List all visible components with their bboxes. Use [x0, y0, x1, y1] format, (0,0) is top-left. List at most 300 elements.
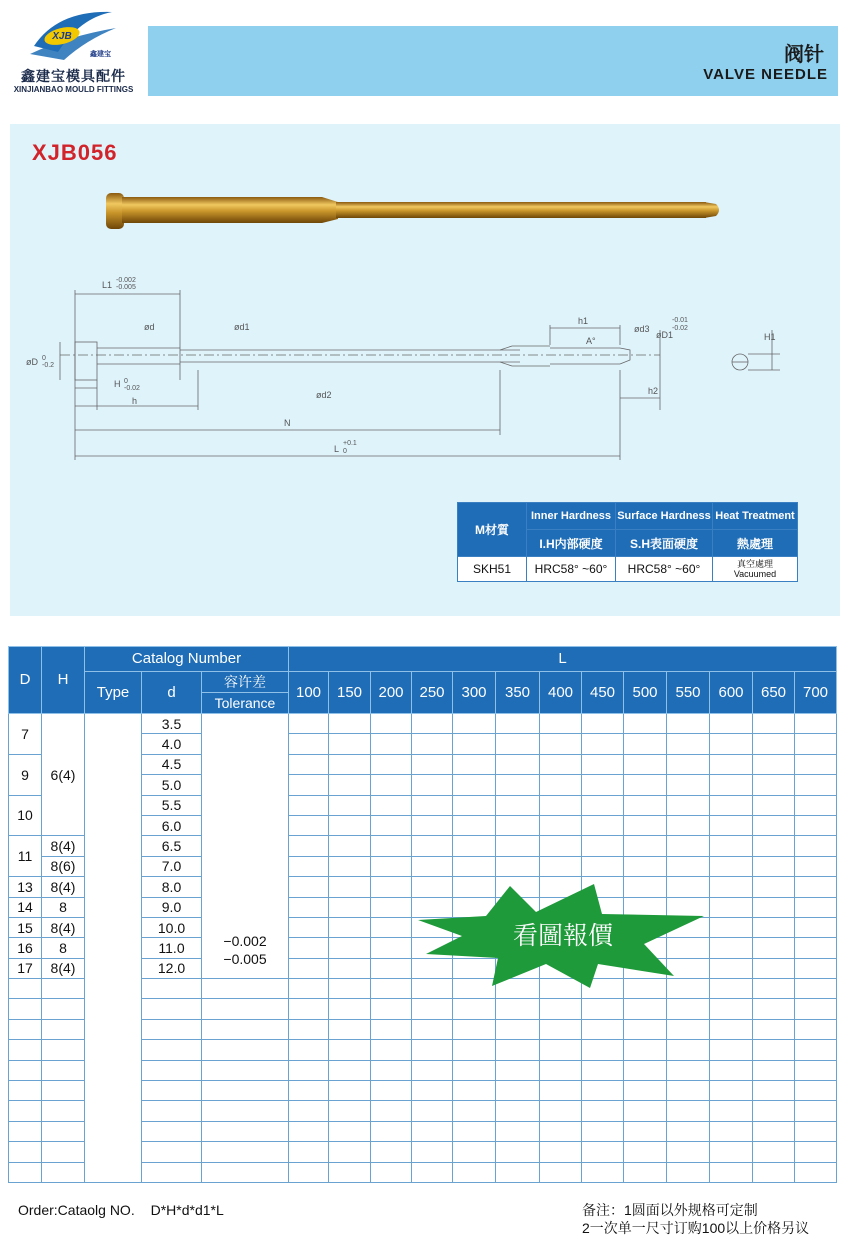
cell-L	[496, 836, 540, 856]
cell-d	[142, 1142, 202, 1162]
cell-L	[540, 1060, 582, 1080]
cell-L	[710, 734, 753, 754]
cell-L	[371, 836, 412, 856]
cell-L	[371, 714, 412, 734]
cell-L	[540, 795, 582, 815]
product-code: XJB056	[32, 140, 118, 165]
cell-L	[710, 1081, 753, 1101]
header-L-value: 250	[412, 672, 453, 714]
cell-L	[540, 1142, 582, 1162]
header-L-value: 500	[624, 672, 667, 714]
cell-L	[795, 917, 837, 937]
cell-L	[412, 1040, 453, 1060]
cell-L	[289, 1081, 329, 1101]
cell-L	[710, 714, 753, 734]
cell-tolerance	[202, 714, 289, 979]
cell-d	[142, 1060, 202, 1080]
cell-d: 11.0	[142, 938, 202, 958]
cell-L	[329, 1162, 371, 1182]
cell-L	[624, 714, 667, 734]
cell-L	[371, 1060, 412, 1080]
cell-L	[710, 815, 753, 835]
cell-L	[453, 856, 496, 876]
cell-L	[753, 856, 795, 876]
cell-L	[540, 754, 582, 774]
cell-L	[710, 1142, 753, 1162]
cell-d: 5.5	[142, 795, 202, 815]
cell-L	[540, 815, 582, 835]
cell-L	[795, 1142, 837, 1162]
cell-L	[667, 1101, 710, 1121]
cell-d: 4.0	[142, 734, 202, 754]
header-H: H	[42, 647, 85, 714]
cell-L	[371, 877, 412, 897]
cell-D	[9, 1081, 42, 1101]
header-tolerance-cn: 容许差	[202, 672, 289, 693]
dim-H1: H1	[764, 332, 776, 342]
cell-L	[453, 1019, 496, 1039]
cell-L	[412, 1121, 453, 1141]
cell-L	[289, 836, 329, 856]
cell-L	[453, 754, 496, 774]
cell-L	[540, 714, 582, 734]
table-row	[9, 714, 837, 734]
cell-L	[582, 999, 624, 1019]
cell-L	[582, 1019, 624, 1039]
cell-L	[540, 1121, 582, 1141]
cell-D	[9, 1121, 42, 1141]
cell-d	[142, 1162, 202, 1182]
header-L-value: 200	[371, 672, 412, 714]
cell-L	[289, 897, 329, 917]
cell-D	[9, 1101, 42, 1121]
cell-L	[453, 815, 496, 835]
cell-d: 9.0	[142, 897, 202, 917]
header-d: d	[142, 672, 202, 714]
cell-L	[371, 958, 412, 978]
cell-tolerance	[202, 1162, 289, 1182]
logo-text: XJB	[52, 31, 72, 42]
dim-d2: ød2	[316, 390, 332, 400]
header-D: D	[9, 647, 42, 714]
cell-L	[710, 836, 753, 856]
cell-L	[412, 1101, 453, 1121]
cell-d	[142, 999, 202, 1019]
cell-L	[289, 1142, 329, 1162]
cell-L	[371, 938, 412, 958]
cell-L	[710, 1121, 753, 1141]
cell-L	[624, 1040, 667, 1060]
cell-L	[753, 815, 795, 835]
cell-L	[667, 815, 710, 835]
cell-D	[9, 1162, 42, 1182]
cell-L	[795, 1081, 837, 1101]
cell-L	[453, 1162, 496, 1182]
cell-L	[289, 856, 329, 876]
cell-H: 8	[42, 897, 85, 917]
cell-L	[624, 1162, 667, 1182]
cell-L	[329, 1101, 371, 1121]
cell-L	[412, 795, 453, 815]
dim-L: L	[334, 444, 340, 454]
cell-L	[795, 775, 837, 795]
order-label: Order:Cataolg NO.	[18, 1202, 135, 1218]
cell-L	[412, 1081, 453, 1101]
dim-L1-tol-upper: -0.002	[116, 277, 136, 284]
cell-L	[795, 1101, 837, 1121]
cell-L	[329, 999, 371, 1019]
cell-L	[412, 856, 453, 876]
cell-H: 8(4)	[42, 917, 85, 937]
cell-L	[667, 775, 710, 795]
dim-h: h	[132, 396, 138, 406]
l-values-row	[9, 672, 837, 693]
cell-L	[289, 815, 329, 835]
cell-L	[582, 836, 624, 856]
dim-d: ød	[144, 322, 155, 332]
cell-H: 8(4)	[42, 877, 85, 897]
cell-L	[710, 795, 753, 815]
cell-L	[412, 1019, 453, 1039]
cell-tolerance	[202, 1142, 289, 1162]
cell-L	[795, 938, 837, 958]
cell-L	[371, 917, 412, 937]
cell-H	[42, 1101, 85, 1121]
cell-L	[710, 958, 753, 978]
cell-L	[753, 979, 795, 999]
technical-drawing	[20, 270, 820, 470]
cell-L	[371, 1162, 412, 1182]
cell-L	[329, 1060, 371, 1080]
cell-L	[624, 999, 667, 1019]
cell-L	[795, 958, 837, 978]
header-L-value: 150	[329, 672, 371, 714]
cell-d	[142, 979, 202, 999]
cell-L	[289, 1101, 329, 1121]
cell-D: 11	[9, 836, 42, 877]
cell-H: 6(4)	[42, 714, 85, 836]
cell-L	[289, 1040, 329, 1060]
cell-L	[624, 856, 667, 876]
dim-L-tol-upper: +0.1	[343, 440, 357, 447]
cell-L	[753, 877, 795, 897]
cell-L	[371, 1081, 412, 1101]
cell-D	[9, 1142, 42, 1162]
cell-L	[753, 1081, 795, 1101]
cell-L	[795, 714, 837, 734]
cell-L	[753, 1019, 795, 1039]
cell-L	[453, 1121, 496, 1141]
cell-L	[329, 917, 371, 937]
cell-L	[795, 815, 837, 835]
tolerance-upper: −0.002	[223, 933, 267, 950]
dim-L-tol-lower: 0	[343, 448, 347, 455]
cell-L	[753, 1101, 795, 1121]
header-L-value: 650	[753, 672, 795, 714]
cell-L	[795, 1040, 837, 1060]
cell-H	[42, 1040, 85, 1060]
dim-D1-tol-upper: -0.01	[672, 317, 688, 324]
mat-heat-cn: 真空處理	[736, 559, 773, 569]
cell-L	[289, 1019, 329, 1039]
cell-L	[329, 938, 371, 958]
cell-H: 8	[42, 938, 85, 958]
cell-L	[412, 999, 453, 1019]
cell-L	[624, 1101, 667, 1121]
cell-L	[624, 1121, 667, 1141]
header-L-value: 700	[795, 672, 837, 714]
dim-H: H	[114, 379, 121, 389]
cell-L	[624, 775, 667, 795]
dim-h2: h2	[648, 386, 659, 396]
cell-L	[582, 1101, 624, 1121]
cell-L	[453, 836, 496, 856]
header-L-value: 300	[453, 672, 496, 714]
cell-L	[540, 836, 582, 856]
cell-L	[329, 754, 371, 774]
company-logo	[28, 6, 118, 64]
cell-L	[453, 734, 496, 754]
cell-L	[289, 775, 329, 795]
cell-d	[142, 1040, 202, 1060]
cell-L	[496, 1040, 540, 1060]
cell-d: 7.0	[142, 856, 202, 876]
cell-L	[753, 958, 795, 978]
cell-L	[496, 815, 540, 835]
cell-L	[710, 897, 753, 917]
cell-L	[412, 1060, 453, 1080]
cell-L	[496, 734, 540, 754]
cell-d: 12.0	[142, 958, 202, 978]
dim-A: A°	[586, 336, 596, 346]
cell-tolerance	[202, 1019, 289, 1039]
cell-L	[667, 1019, 710, 1039]
cell-L	[624, 734, 667, 754]
cell-D: 13	[9, 877, 42, 897]
cell-L	[329, 714, 371, 734]
cell-L	[329, 1081, 371, 1101]
cell-L	[329, 877, 371, 897]
cell-type	[85, 714, 142, 1183]
price-on-request-stamp	[418, 882, 708, 992]
cell-L	[582, 714, 624, 734]
header-L-value: 100	[289, 672, 329, 714]
cell-L	[753, 1121, 795, 1141]
cell-d	[142, 1101, 202, 1121]
cell-L	[540, 1040, 582, 1060]
cell-d: 10.0	[142, 917, 202, 937]
cell-tolerance	[202, 1101, 289, 1121]
cell-d: 4.5	[142, 754, 202, 774]
cell-L	[329, 1142, 371, 1162]
cell-H	[42, 1162, 85, 1182]
cell-L	[412, 836, 453, 856]
mat-surface-value: HRC58° ~60°	[616, 557, 713, 582]
cell-L	[795, 734, 837, 754]
cell-d: 6.5	[142, 836, 202, 856]
cell-d	[142, 1019, 202, 1039]
cell-L	[710, 754, 753, 774]
cell-L	[453, 1081, 496, 1101]
cell-L	[753, 999, 795, 1019]
cell-L	[329, 979, 371, 999]
cell-L	[371, 734, 412, 754]
cell-L	[667, 734, 710, 754]
cell-L	[289, 979, 329, 999]
cell-tolerance	[202, 1121, 289, 1141]
dim-H-tol: 0	[124, 378, 128, 385]
cell-L	[710, 877, 753, 897]
cell-L	[582, 1081, 624, 1101]
cell-L	[795, 795, 837, 815]
cell-L	[453, 1040, 496, 1060]
dim-h1: h1	[578, 316, 589, 326]
cell-D	[9, 999, 42, 1019]
company-name-en: XINJIANBAO MOULD FITTINGS	[13, 85, 134, 94]
product-title-en: VALVE NEEDLE	[703, 66, 828, 83]
cell-L	[289, 1121, 329, 1141]
cell-L	[453, 1142, 496, 1162]
cell-L	[710, 917, 753, 937]
cell-L	[582, 734, 624, 754]
header-L-value: 350	[496, 672, 540, 714]
cell-L	[289, 877, 329, 897]
cell-L	[753, 1162, 795, 1182]
cell-L	[496, 1121, 540, 1141]
cell-L	[753, 714, 795, 734]
cell-L	[624, 815, 667, 835]
cell-L	[710, 1019, 753, 1039]
cell-L	[496, 1101, 540, 1121]
cell-L	[371, 1101, 412, 1121]
cell-L	[753, 836, 795, 856]
cell-L	[624, 1142, 667, 1162]
cell-L	[540, 1162, 582, 1182]
cell-L	[496, 1162, 540, 1182]
dim-D-tol-lower: -0.2	[42, 362, 55, 369]
cell-H	[42, 1060, 85, 1080]
cell-L	[795, 979, 837, 999]
cell-D	[9, 1060, 42, 1080]
cell-L	[496, 1019, 540, 1039]
cell-L	[710, 938, 753, 958]
cell-L	[795, 1162, 837, 1182]
cell-L	[667, 1040, 710, 1060]
cell-L	[496, 999, 540, 1019]
cell-H	[42, 1142, 85, 1162]
cell-L	[289, 938, 329, 958]
cell-L	[371, 999, 412, 1019]
cell-L	[795, 897, 837, 917]
mat-header-surface-cn: S.H表面硬度	[616, 530, 713, 557]
cell-H	[42, 979, 85, 999]
tolerance-lower: −0.005	[223, 951, 267, 968]
cell-L	[795, 754, 837, 774]
cell-L	[329, 958, 371, 978]
cell-D: 9	[9, 754, 42, 795]
cell-L	[753, 754, 795, 774]
cell-L	[329, 815, 371, 835]
cell-D	[9, 1040, 42, 1060]
cell-L	[582, 754, 624, 774]
material-table	[457, 502, 798, 582]
cell-L	[624, 795, 667, 815]
cell-L	[371, 1121, 412, 1141]
cell-L	[371, 897, 412, 917]
note-line-2: 2一次单一尺寸订购100以上价格另议	[582, 1220, 810, 1236]
company-name-cn: 鑫建宝模具配件	[21, 68, 126, 84]
cell-L	[624, 754, 667, 774]
cell-L	[582, 775, 624, 795]
dim-D1-tol-lower: -0.02	[672, 325, 688, 332]
cell-L	[412, 1162, 453, 1182]
cell-L	[582, 1060, 624, 1080]
cell-L	[710, 856, 753, 876]
dim-H-tol-lower: -0.02	[124, 385, 140, 392]
header-L-value: 550	[667, 672, 710, 714]
cell-d: 8.0	[142, 877, 202, 897]
cell-L	[289, 958, 329, 978]
cell-L	[667, 856, 710, 876]
cell-L	[795, 1060, 837, 1080]
header-tolerance-en: Tolerance	[202, 693, 289, 714]
cell-L	[496, 775, 540, 795]
product-title-cn: 阀针	[784, 44, 824, 66]
cell-L	[753, 1040, 795, 1060]
header-L-value: 400	[540, 672, 582, 714]
cell-L	[795, 836, 837, 856]
cell-L	[582, 1162, 624, 1182]
header-L-value: 450	[582, 672, 624, 714]
mat-heat-value	[713, 557, 798, 582]
cell-L	[753, 734, 795, 754]
cell-tolerance	[202, 999, 289, 1019]
cell-H: 8(6)	[42, 856, 85, 876]
price-stamp-text: 看圖報價	[512, 921, 614, 950]
cell-d	[142, 1121, 202, 1141]
cell-L	[453, 795, 496, 815]
mat-header-m: M材質	[458, 503, 527, 557]
dim-d3: ød3	[634, 324, 650, 334]
cell-L	[412, 754, 453, 774]
cell-L	[710, 979, 753, 999]
cell-L	[496, 856, 540, 876]
cell-tolerance	[202, 1040, 289, 1060]
mat-material: SKH51	[458, 557, 527, 582]
cell-L	[667, 999, 710, 1019]
cell-tolerance	[202, 1081, 289, 1101]
cell-H	[42, 1019, 85, 1039]
cell-L	[289, 999, 329, 1019]
dim-D-tol: 0	[42, 355, 46, 362]
cell-L	[710, 1060, 753, 1080]
note-line-1: 备注：1圆面以外规格可定制	[582, 1202, 758, 1218]
cell-L	[496, 1060, 540, 1080]
cell-L	[667, 836, 710, 856]
cell-L	[540, 1101, 582, 1121]
cell-L	[496, 795, 540, 815]
cell-L	[329, 836, 371, 856]
cell-H: 8(4)	[42, 958, 85, 978]
cell-L	[667, 754, 710, 774]
cell-L	[371, 1019, 412, 1039]
cell-L	[795, 1019, 837, 1039]
cell-L	[453, 1101, 496, 1121]
cell-D	[9, 979, 42, 999]
cell-L	[371, 754, 412, 774]
mat-inner-value: HRC58° ~60°	[527, 557, 616, 582]
cell-L	[453, 999, 496, 1019]
